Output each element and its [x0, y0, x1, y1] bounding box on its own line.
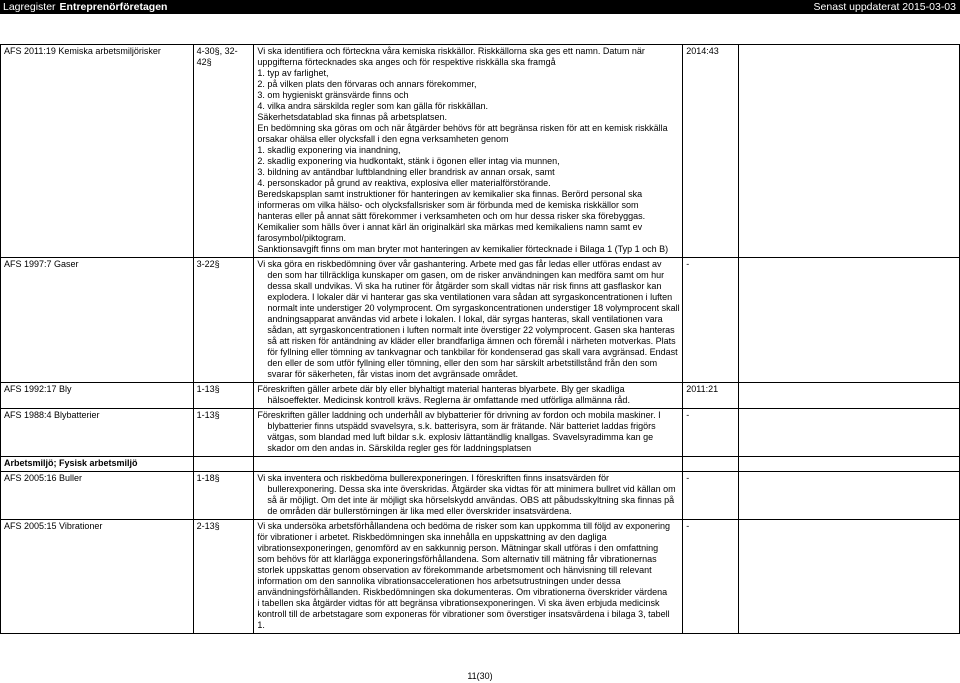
regulation-revision: 2014:43 — [683, 45, 739, 258]
description-line: vätgas, som blandad med luft bildar s.k. explosiv lättantändlig knallgas. Svavelsyradimma kan ge — [267, 432, 654, 442]
regulation-description — [254, 520, 683, 634]
description-line: orsakar ohälsa eller olycksfall i den egna verksamheten genom — [257, 134, 509, 144]
empty-cell — [738, 472, 959, 520]
description-line: 4. vilka andra särskilda regler som kan gälla för riskkällan. — [257, 101, 489, 111]
regulation-description — [254, 383, 683, 409]
regulation-title: AFS 1988:4 Blybatterier — [1, 409, 194, 457]
description-line: information om den sannolika vibrationsaccelerationen hos arbetsutrustningen under dessa — [257, 576, 621, 586]
regulation-title: AFS 1997:7 Gaser — [1, 258, 194, 383]
regulation-paragraphs — [193, 383, 254, 409]
section-empty-cell — [738, 457, 959, 472]
section-empty-cell — [193, 457, 254, 472]
regulation-description — [254, 409, 683, 457]
description-line: Föreskriften gäller arbete där bly eller blyhaltigt material hanteras blyarbete. Bly ger skadliga — [257, 384, 625, 394]
section-heading: Arbetsmiljö; Fysisk arbetsmiljö — [1, 457, 194, 472]
section-empty-cell — [254, 457, 683, 472]
description-line: användningsförhållanden. Riskbedömningen ska dokumenteras. Om vibrationerna överskrider värdena — [257, 587, 668, 597]
description-line: vibrationsexponeringen, genomförd av en sakkunnig person. Mätningar skall utföras i den omfattning — [257, 543, 659, 553]
paragraph-range: 1-18§ — [196, 473, 220, 483]
description-line: Beredskapsplan samt instruktioner för hanteringen av kemikalier ska finnas. Berörd personal ska — [257, 189, 643, 199]
description-line: för vibrationer i arbetet. Riskbedömningen ska innehålla en uppskattning av den dagliga — [257, 532, 607, 542]
regulation-title: AFS 2011:19 Kemiska arbetsmiljörisker — [1, 45, 194, 258]
description-line: uppgifterna förtecknades ska anges och för respektive riskkälla ska framgå — [257, 57, 556, 67]
description-line: 1. typ av farlighet, — [257, 68, 329, 78]
description-line: Sanktionsavgift finns om man bryter mot hanteringen av kemikalier förtecknade i Bilaga 1 (Typ 1 och B) — [257, 244, 669, 254]
regulation-paragraphs — [193, 472, 254, 520]
regulation-paragraphs — [193, 520, 254, 634]
description-line: för fyllning eller tömning av tankvagnar och tankbilar för kondenserad gas skall vara avgränsad. Endast — [267, 347, 678, 357]
paragraph-range: 1-13§ — [196, 410, 220, 420]
paragraph-range: 4-30§, 32- — [196, 46, 238, 56]
regulation-revision: - — [683, 409, 739, 457]
regulation-paragraphs — [193, 258, 254, 383]
regulation-revision: - — [683, 520, 739, 634]
regulation-paragraphs — [193, 409, 254, 457]
regulation-revision: - — [683, 258, 739, 383]
description-line: blybatterier finns utspädd svavelsyra, s.k. batterisyra, som är frätande. När batteriet laddas frigörs — [267, 421, 656, 431]
description-line: Föreskriften gäller laddning och underhåll av blybatterier för drivning av fordon och mobila maskiner. I — [257, 410, 661, 420]
description-line: Säkerhetsdatablad ska finnas på arbetsplatsen. — [257, 112, 448, 122]
description-line: En bedömning ska göras om och när åtgärder behövs för att begränsa risken för att en kemisk riskkälla — [257, 123, 668, 133]
regulation-revision: 2011:21 — [683, 383, 739, 409]
empty-cell — [738, 383, 959, 409]
description-line: 4. personskador på grund av reaktiva, explosiva eller materialförstörande. — [257, 178, 551, 188]
paragraph-range: 1-13§ — [196, 384, 220, 394]
description-line: hanteras eller på annat sätt förekommer i verksamheten och om hur dessa risker ska förebyggas. — [257, 211, 646, 221]
description-line: i tabellen ska åtgärder vidtas för att begränsa vibrationsexponeringen. Vi ska även erbjuda medicinsk — [257, 598, 660, 608]
description-line: andningsapparat användas vid arbete i lokalen. I lokal, där syrgas hanteras, skall ventilationen vara — [267, 314, 663, 324]
section-row — [1, 457, 960, 472]
header-updated: Senast uppdaterat 2015-03-03 — [813, 1, 956, 13]
header-left — [3, 0, 167, 14]
empty-cell — [738, 409, 959, 457]
description-line: Kemikalier som hälls över i annat kärl än originalkärl ska märkas med kemikaliens namn samt ev — [257, 222, 643, 232]
description-line: sådan, att syrgaskoncentrationen i luften normalt inte överstiger 22 volymprocent. Gasen ska hanteras — [267, 325, 675, 335]
empty-cell — [738, 45, 959, 258]
description-line: så är möjligt. Om det inte är möjligt ska hörselskydd användas. OBS att påbudsskyltning ska finnas på — [267, 495, 675, 505]
regulation-description — [254, 45, 683, 258]
description-line: Vi ska identifiera och förteckna våra kemiska riskkällor. Riskkällorna ska ges ett namn. Datum när — [257, 46, 645, 56]
regulation-description — [254, 258, 683, 383]
regulation-row — [1, 258, 960, 383]
description-line: storlek uppskattas genom observation av förekommande arbetsmoment och hänvisning till relevant — [257, 565, 652, 575]
regulation-title: AFS 2005:16 Buller — [1, 472, 194, 520]
description-line: hälsoeffekter. Medicinsk kontroll krävs. Reglerna är omfattande med utförliga allmänna råd. — [267, 395, 630, 405]
regulation-row — [1, 520, 960, 634]
regulation-description — [254, 472, 683, 520]
header-label: Lagregister — [3, 1, 56, 13]
description-line: den eller de som utför fyllning eller tömning, eller den som har särskilt arbetstillstånd från den som — [267, 358, 658, 368]
description-line: som behövs för att klarlägga exponeringsförhållandena. Som alternativ till mätning får vibrationernas — [257, 554, 657, 564]
law-register-table — [0, 44, 960, 634]
description-line: skador om den andas in. Särskilda regler ges för laddningsplatsen — [267, 443, 532, 453]
regulation-row — [1, 409, 960, 457]
description-line: den som har tillräckliga kunskaper om gasen, om de risker användningen kan medföra samt om hur — [267, 270, 665, 280]
description-line: 3. om hygieniskt gränsvärde finns och — [257, 90, 409, 100]
description-line: Vi ska inventera och riskbedöma bullerexponeringen. I föreskriften finns insatsvärden för — [257, 473, 609, 483]
description-line: de områden där bullerstörningen är lika med eller överskrider insatsvärdena. — [267, 506, 572, 516]
description-line: normalt inte understiger 20 volymprocent. Om syrgaskoncentrationen understiger 18 volymprocent skall — [267, 303, 680, 313]
paragraph-range: 3-22§ — [196, 259, 220, 269]
description-line: farosymbol/piktogram. — [257, 233, 346, 243]
header-company: Entreprenörföretagen — [59, 1, 168, 13]
description-line: dessa skall undvikas. Vi ska ha rutiner för åtgärder som skall vidtas när risk finns att gasflaskor kan — [267, 281, 662, 291]
regulation-revision: - — [683, 472, 739, 520]
description-line: informeras om vilka hälso- och olycksfallsrisker som är förbunda med de kemiska riskkällor som — [257, 200, 639, 210]
description-line: så att risken för antändning av kläder eller brandfarliga ämnen och föremål i närheten motverkas. Plats — [267, 336, 676, 346]
empty-cell — [738, 258, 959, 383]
paragraph-range: 42§ — [196, 57, 212, 67]
description-line: 1. skadlig exponering via inandning, — [257, 145, 401, 155]
empty-cell — [738, 520, 959, 634]
description-line: 2. skadlig exponering via hudkontakt, stänk i ögonen eller intag via munnen, — [257, 156, 560, 166]
description-line: kontroll till de arbetstagare som exponeras för vibrationer som överstiger insatsvärdena i bilaga 3, tabell — [257, 609, 670, 619]
regulation-row — [1, 45, 960, 258]
regulation-title: AFS 1992:17 Bly — [1, 383, 194, 409]
description-line: 2. på vilken plats den förvaras och annars förekommer, — [257, 79, 477, 89]
regulation-row — [1, 383, 960, 409]
section-empty-cell — [683, 457, 739, 472]
page-header — [0, 0, 960, 14]
description-line: Vi ska göra en riskbedömning över vår gashantering. Arbete med gas får ledas eller utföras endast av — [257, 259, 662, 269]
regulation-row — [1, 472, 960, 520]
description-line: Vi ska undersöka arbetsförhållandena och bedöma de risker som kan uppkomma till följd av exponering — [257, 521, 670, 531]
description-line: 1. — [257, 620, 265, 630]
page-number: 11(30) — [467, 671, 493, 681]
description-line: explodera. I lokaler där vi hanterar gas ska ventilationen vara sådan att syrgaskoncentrationen i luften — [267, 292, 673, 302]
description-line: svarar för säkerheten, får vistas inom det avgränsade området. — [267, 369, 519, 379]
description-line: 3. bildning av antändbar luftblandning eller brandrisk av annan orsak, samt — [257, 167, 555, 177]
regulation-title: AFS 2005:15 Vibrationer — [1, 520, 194, 634]
paragraph-range: 2-13§ — [196, 521, 220, 531]
description-line: bullerexponering. Dessa ska inte överskridas. Åtgärder ska vidtas för att minimera bullret vid källan om — [267, 484, 676, 494]
law-register-body — [1, 45, 960, 634]
regulation-paragraphs — [193, 45, 254, 258]
